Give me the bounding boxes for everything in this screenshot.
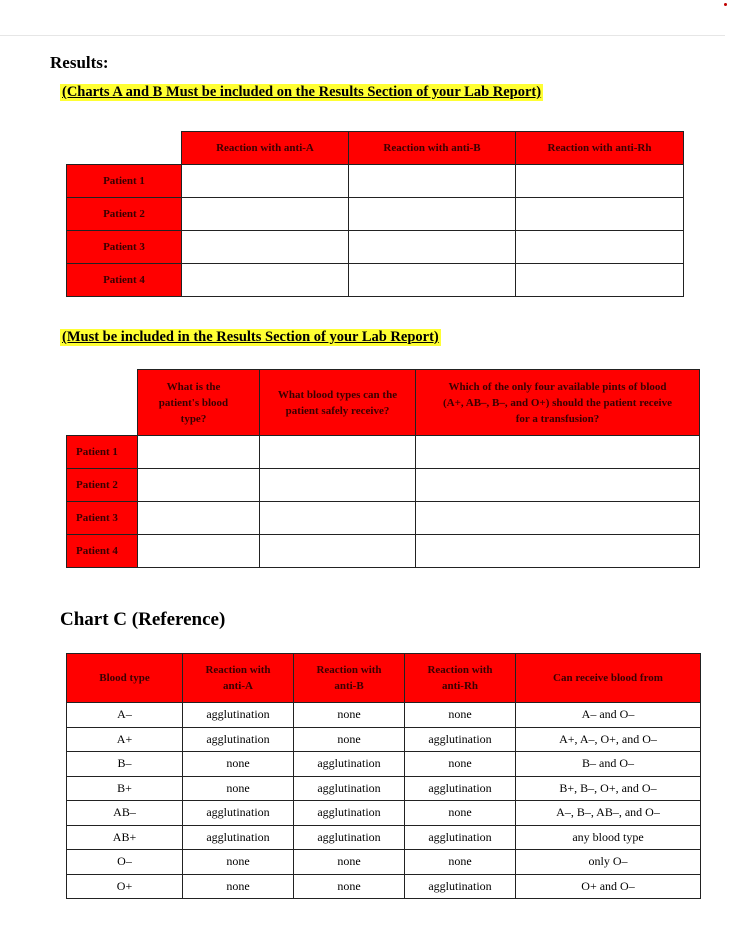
answer-cell[interactable] [138,469,260,502]
table-cell: none [405,703,516,728]
chart-c-label: Chart C (Reference) [60,609,226,630]
chart-a-row-label: Patient 1 [67,165,182,198]
chart-a-row-label: Patient 3 [67,231,182,264]
chart-a-header: Reaction with anti-B [349,132,516,165]
blood-type-cell: O+ [67,874,183,899]
answer-cell[interactable] [416,535,700,568]
table-cell: A+, A–, O+, and O– [516,727,701,752]
answer-cell[interactable] [260,469,416,502]
table-cell: agglutination [294,752,405,777]
table-row [67,469,700,502]
answer-cell[interactable] [260,436,416,469]
table-cell: agglutination [294,825,405,850]
answer-cell[interactable] [416,436,700,469]
chart-a-corner [67,132,182,165]
chart-c-header-row [67,654,701,703]
chart-b-header: What is the patient's blood type? [138,370,260,436]
answer-cell[interactable] [260,502,416,535]
table-cell: only O– [516,850,701,875]
table-cell: none [294,850,405,875]
table-row [67,535,700,568]
answer-cell[interactable] [349,231,516,264]
table-cell: agglutination [183,825,294,850]
table-cell: O+ and O– [516,874,701,899]
must-include-note: (Must be included in the Results Section of your Lab Report) [62,329,439,345]
table-cell: none [183,850,294,875]
table-row [67,264,684,297]
answer-cell[interactable] [416,469,700,502]
table-cell: none [183,776,294,801]
table-cell: A–, B–, AB–, and O– [516,801,701,826]
chart-c-header: Reaction with anti-Rh [405,654,516,703]
chart-c-body [67,703,701,899]
table-row [67,165,684,198]
table-row [67,502,700,535]
chart-c-header: Can receive blood from [516,654,701,703]
table-cell: agglutination [405,727,516,752]
chart-c-header: Reaction with anti-A [183,654,294,703]
answer-cell[interactable] [260,535,416,568]
chart-b-header: Which of the only four available pints of blood (A+, AB–, B–, and O+) should the patient receive for a transfusion? [416,370,700,436]
chart-b-row-label: Patient 3 [67,502,138,535]
blood-type-cell: B– [67,752,183,777]
results-heading: Results: [50,53,109,72]
table-row [67,752,701,777]
table-cell: none [294,727,405,752]
page-top-rule [0,35,725,36]
table-row [67,850,701,875]
chart-c-header: Reaction with anti-B [294,654,405,703]
chart-a-header: Reaction with anti-Rh [516,132,684,165]
blood-type-cell: A+ [67,727,183,752]
answer-cell[interactable] [182,165,349,198]
table-row [67,436,700,469]
chart-c-table [66,653,701,899]
answer-cell[interactable] [138,535,260,568]
table-cell: none [405,801,516,826]
answer-cell[interactable] [516,165,684,198]
blood-type-cell: A– [67,703,183,728]
table-cell: agglutination [405,825,516,850]
answer-cell[interactable] [182,231,349,264]
chart-a-row-label: Patient 4 [67,264,182,297]
chart-a-row-label: Patient 2 [67,198,182,231]
answer-cell[interactable] [349,264,516,297]
chart-a-header: Reaction with anti-A [182,132,349,165]
answer-cell[interactable] [182,198,349,231]
chart-c-header: Blood type [67,654,183,703]
answer-cell[interactable] [516,231,684,264]
chart-b-row-label: Patient 1 [67,436,138,469]
table-cell: B– and O– [516,752,701,777]
answer-cell[interactable] [138,502,260,535]
answer-cell[interactable] [516,264,684,297]
answer-cell[interactable] [349,165,516,198]
table-cell: none [183,752,294,777]
answer-cell[interactable] [182,264,349,297]
table-row [67,727,701,752]
chart-a-table [66,131,684,297]
table-cell: none [294,874,405,899]
blood-type-cell: B+ [67,776,183,801]
answer-cell[interactable] [416,502,700,535]
corner-marker [724,3,727,6]
answer-cell[interactable] [138,436,260,469]
answer-cell[interactable] [349,198,516,231]
chart-b-header: What blood types can the patient safely receive? [260,370,416,436]
table-row [67,801,701,826]
chart-b-row-label: Patient 2 [67,469,138,502]
chart-a-header-row [67,132,684,165]
table-row [67,198,684,231]
chart-b-header-row [67,370,700,436]
table-cell: agglutination [405,776,516,801]
table-cell: agglutination [183,727,294,752]
table-cell: agglutination [294,776,405,801]
table-cell: agglutination [294,801,405,826]
table-cell: agglutination [405,874,516,899]
table-cell: none [183,874,294,899]
table-cell: B+, B–, O+, and O– [516,776,701,801]
table-row [67,825,701,850]
blood-type-cell: AB– [67,801,183,826]
table-row [67,776,701,801]
table-cell: any blood type [516,825,701,850]
table-row [67,231,684,264]
table-cell: none [405,850,516,875]
charts-ab-note: (Charts A and B Must be included on the Results Section of your Lab Report) [62,84,542,100]
table-row [67,874,701,899]
chart-b-corner [67,370,138,436]
blood-type-cell: O– [67,850,183,875]
table-row [67,703,701,728]
table-cell: none [294,703,405,728]
answer-cell[interactable] [516,198,684,231]
blood-type-cell: AB+ [67,825,183,850]
table-cell: agglutination [183,801,294,826]
chart-b-row-label: Patient 4 [67,535,138,568]
chart-b-table [66,369,700,568]
table-cell: agglutination [183,703,294,728]
table-cell: A– and O– [516,703,701,728]
table-cell: none [405,752,516,777]
